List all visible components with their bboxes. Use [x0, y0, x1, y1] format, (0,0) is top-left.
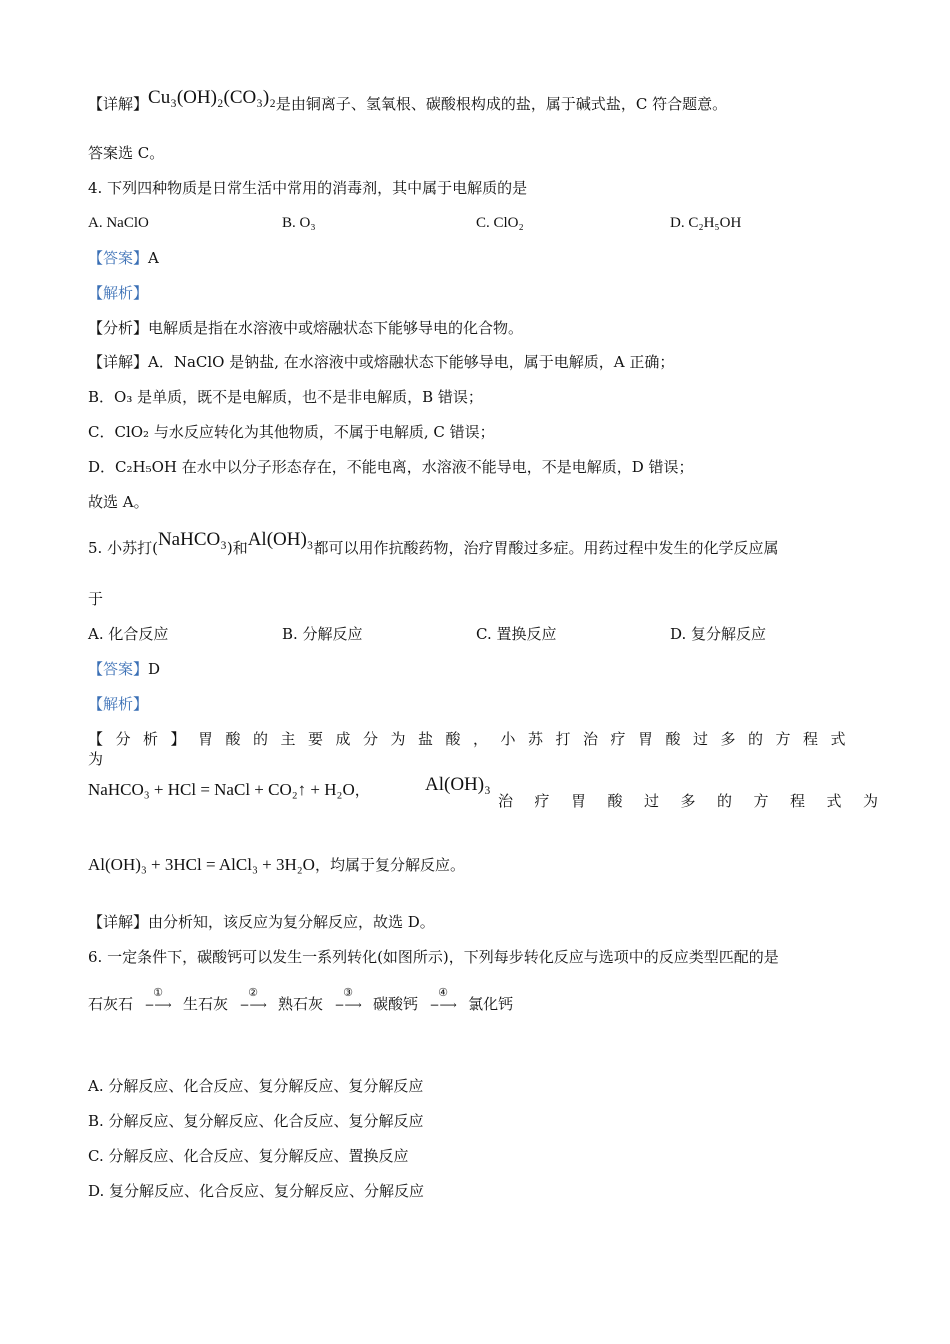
q5-eq-tail	[498, 791, 900, 811]
q4-answer-line	[88, 248, 159, 268]
arrow-icon: ① −⟶	[137, 995, 179, 1015]
formula-aloh3: Al(OH)₃	[247, 529, 314, 550]
chain-slaked-lime: 熟石灰	[278, 995, 324, 1013]
step-number: ③	[343, 986, 353, 999]
q5-eq-tail-text: 治疗胃酸过多的方程式为	[498, 792, 900, 810]
equation-aloh3-hcl: Al(OH)₃ + 3HCl = AlCl₃ + 3H₂O	[88, 855, 315, 874]
q4-answer: A	[148, 249, 159, 267]
q5-answer-line	[88, 659, 160, 679]
q5-fenxi-text: 【分析】胃酸的主要成分为盐酸，小苏打治疗胃酸过多的方程式为	[88, 730, 859, 768]
q5-eq-aloh3-label	[425, 775, 491, 795]
equation-nahco3-hcl: NaHCO₃ + HCl = NaCl + CO₂↑ + H₂O	[88, 780, 355, 799]
q4-option-d: D. C₂H₅OH	[670, 215, 742, 231]
q5-fenxi	[88, 729, 863, 769]
answer-label: 【答案】	[88, 249, 149, 267]
q5-equation-line-2	[88, 855, 465, 875]
comma: ，	[354, 781, 370, 799]
q4-detail-b: B．O₃ 是单质，既不是电解质，也不是非电解质，B 错误；	[88, 388, 483, 406]
q6-option-a: A. 分解反应、化合反应、复分解反应、复分解反应	[88, 1077, 424, 1095]
q5-stem-part: )和	[226, 539, 248, 557]
q6-stem: 6. 一定条件下，碳酸钙可以发生一系列转化(如图所示)，下列每步转化反应与选项中的反应类型匹配的是	[88, 948, 779, 966]
q5-equation-line-1	[88, 780, 370, 800]
q4-option-a: A. NaClO	[88, 215, 149, 231]
q3-detail-line	[88, 87, 728, 114]
q4-option-b: B. O₃	[282, 215, 316, 231]
chain-quicklime: 生石灰	[183, 995, 229, 1013]
chain-limestone: 石灰石	[88, 995, 134, 1013]
q5-option-a: A. 化合反应	[88, 625, 169, 643]
q5-eq2-tail: ，均属于复分解反应。	[314, 856, 465, 874]
q5-option-d: D. 复分解反应	[670, 625, 767, 643]
q5-detail: 【详解】由分析知，该反应为复分解反应，故选 D。	[88, 913, 435, 931]
arrow-icon: ③ −⟶	[327, 995, 369, 1015]
step-number: ④	[438, 986, 448, 999]
answer-label: 【答案】	[88, 660, 149, 678]
q5-option-b: B. 分解反应	[282, 625, 363, 643]
q5-answer: D	[148, 660, 161, 678]
detail-text: 是由铜离子、氢氧根、碳酸根构成的盐，属于碱式盐，C 符合题意。	[275, 95, 728, 113]
arrow-icon: ② −⟶	[232, 995, 274, 1015]
q6-option-d: D. 复分解反应、化合反应、复分解反应、分解反应	[88, 1182, 425, 1200]
q4-detail-a: 【详解】A．NaClO 是钠盐, 在水溶液中或熔融状态下能够导电，属于电解质，A 正确；	[88, 353, 675, 371]
q4-detail-c: C．ClO₂ 与水反应转化为其他物质，不属于电解质, C 错误；	[88, 423, 495, 441]
q5-stem-part: 都可以用作抗酸药物，治疗胃酸过多症。用药过程中发生的化学反应属	[313, 539, 779, 557]
q3-answer-line: 答案选 C。	[88, 144, 165, 162]
detail-label: 【详解】	[88, 95, 149, 113]
q4-detail-d: D．C₂H₅OH 在水中以分子形态存在，不能电离，水溶液不能导电，不是电解质，D 错误；	[88, 458, 694, 476]
q5-analysis-label: 【解析】	[88, 695, 149, 713]
q5-option-c: C. 置换反应	[476, 625, 557, 643]
q4-stem: 4. 下列四种物质是日常生活中常用的消毒剂，其中属于电解质的是	[88, 179, 528, 197]
q5-stem-cont: 于	[88, 590, 104, 608]
step-number: ②	[248, 986, 258, 999]
q4-conclusion: 故选 A。	[88, 493, 149, 511]
q5-stem-part: 5. 小苏打(	[88, 539, 158, 557]
q6-chain	[88, 986, 514, 1015]
q4-analysis-label: 【解析】	[88, 284, 149, 302]
chain-calcium-carbonate: 碳酸钙	[373, 995, 419, 1013]
arrow-icon: ④ −⟶	[422, 995, 464, 1015]
q6-option-b: B. 分解反应、复分解反应、化合反应、复分解反应	[88, 1112, 424, 1130]
formula-aloh3: Al(OH)₃	[425, 774, 491, 795]
q5-stem	[88, 529, 779, 558]
q4-fenxi: 【分析】电解质是指在水溶液中或熔融状态下能够导电的化合物。	[88, 319, 524, 337]
chain-calcium-chloride: 氯化钙	[468, 995, 514, 1013]
q4-option-c: C. ClO₂	[476, 215, 524, 231]
formula-basic-copper-carbonate: Cu₃(OH)₂(CO₃)₂	[148, 87, 276, 108]
step-number: ①	[153, 986, 163, 999]
formula-nahco3: NaHCO₃	[157, 529, 227, 550]
q6-option-c: C. 分解反应、化合反应、复分解反应、置换反应	[88, 1147, 409, 1165]
